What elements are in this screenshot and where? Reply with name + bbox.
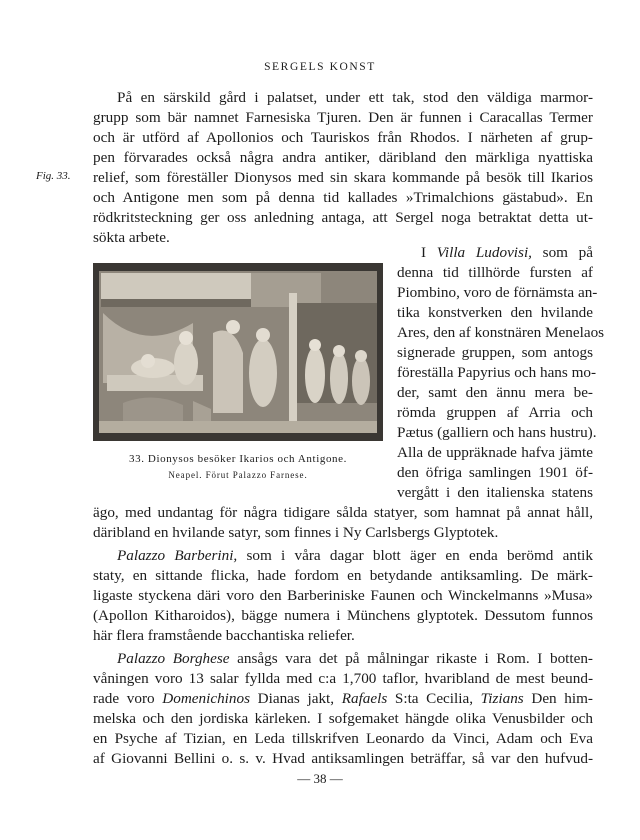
text-span: som på (531, 244, 593, 261)
relief-illustration (93, 263, 383, 441)
text-line: ägo, med undantag för några tidigare sålda statyer, som hamnat på annat håll, (93, 504, 593, 521)
text-line: här flera framstående bacchantiska reliefer. (93, 627, 355, 644)
place-name: Palazzo Barberini, (117, 547, 238, 564)
text-line: På en särskild gård i palatset, under ett tak, stod den väldiga marmor- (117, 89, 593, 106)
text-line: melska och den jordiska kärleken. I sofgemaket hängde olika Venusbilder och (93, 710, 593, 727)
text-line: tika konstverken den hvilande (397, 304, 593, 321)
text-span: S:ta Cecilia, (387, 690, 481, 707)
margin-figure-reference: Fig. 33. (36, 170, 71, 182)
text-line: denna tid tillhörde fursten af (397, 264, 593, 281)
figure-caption-source: Neapel. Förut Palazzo Farnese. (168, 470, 308, 480)
artist-name: Domenichinos (162, 690, 251, 707)
text-line: och Antigone men som på denna tid kallades »Trimalchions gästabud». En (93, 189, 593, 206)
text-line: sökta arbete. (93, 229, 170, 246)
place-name: Villa Ludovisi, (436, 244, 532, 261)
text-line: våningen voro 13 salar fyllda med c:a 1,700 taflor, hvaribland de mest beund- (93, 670, 593, 687)
running-head: SERGELS KONST (264, 61, 376, 73)
figure-relief-photo (93, 263, 383, 441)
text-span: Den him- (523, 690, 593, 707)
text-span: ansågs vara det på målningar rikaste i Rom. I botten- (229, 650, 593, 667)
text-line (93, 689, 593, 709)
text-line: (Apollon Kitharoidos), bägge numera i Münchens glyptotek. Dessutom funnos (93, 607, 593, 624)
text-line: rödkritsteckning ger oss anledning antaga, att Sergel noga betraktat detta ut- (93, 209, 593, 226)
text-span: Dianas jakt, (250, 690, 342, 707)
text-line: relief, som föreställer Dionysos med sin skara kommande på besök till Ikarios (93, 169, 593, 186)
text-line: den öfriga samlingen 1901 öf- (397, 464, 593, 481)
text-line (93, 546, 593, 566)
text-line: och är utförd af Apollonios och Tauriskos från Rhodos. I närheten af grup- (93, 129, 593, 146)
text-span: rade voro (93, 690, 163, 707)
figure-caption-title: 33. Dionysos besöker Ikarios och Antigone. (129, 453, 347, 465)
text-line: Ares, den af konstnären Menelaos (397, 324, 605, 341)
text-line: föreställa Papyrius och hans mo- (397, 364, 597, 381)
text-line: staty, en sittande flicka, hade fordom en betydande antiksamling. De märk- (93, 567, 593, 584)
text-line: Alla de uppräknade hafva jämte (397, 444, 593, 461)
text-line: ligaste styckena däri voro den Barberiniske Faunen och Winckelmanns »Musa» (93, 587, 593, 604)
text-line: en Psyche af Tizian, en Leda tillskrifven Leonardo da Vinci, Adam och Eva (93, 730, 593, 747)
page-number: — 38 — (297, 771, 343, 786)
text-line: Piombino, voro de förnämsta an- (397, 284, 598, 301)
artist-name: Tizians (480, 690, 524, 707)
text-line: Pætus (galliern och hans hustru). (397, 424, 597, 441)
artist-name: Rafaels (341, 690, 388, 707)
text-line: pen förvarades också några andra antiker, däribland den märkliga nyattiska (93, 149, 593, 166)
text-line: signerade gruppen, som antogs (397, 344, 593, 361)
text-span: som i våra dagar blott äger en enda berömd antik (237, 547, 593, 564)
place-name: Palazzo Borghese (117, 650, 230, 667)
text-line: grupp som bär namnet Farnesiska Tjuren. Den är funnen i Caracallas Termer (93, 109, 593, 126)
text-line: däribland en hvilande satyr, som finnes i Ny Carlsbergs Glyptotek. (93, 524, 499, 541)
text-line: vergått i den italienska statens (397, 484, 593, 501)
text-line (93, 649, 593, 669)
text-line: römda gruppen af Arria och (397, 404, 593, 421)
text-line (397, 243, 593, 263)
text-line: der, samt den ännu mera be- (397, 384, 593, 401)
text-span: I (421, 244, 437, 261)
text-line: af Giovanni Bellini o. s. v. Hvad antiksamlingen beträffar, så var den hufvud- (93, 750, 593, 767)
